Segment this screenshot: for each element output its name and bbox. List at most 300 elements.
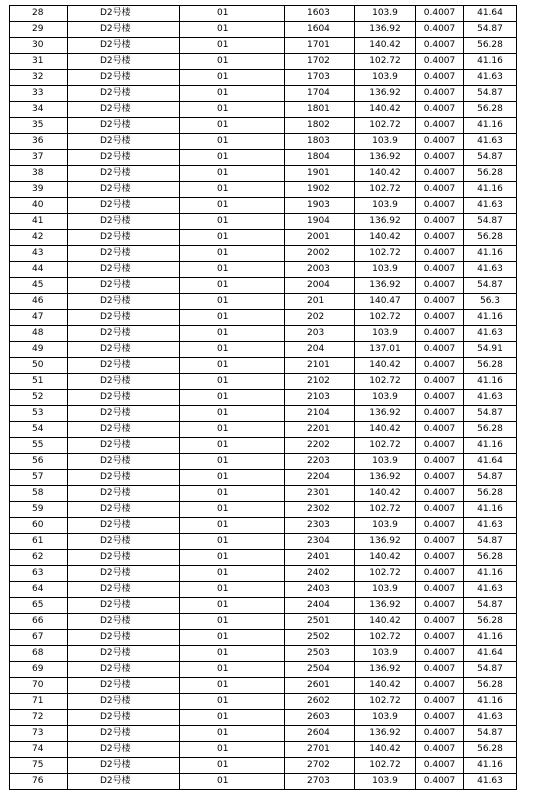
table-row	[10, 198, 517, 214]
share-area-cell: 56.28	[464, 550, 517, 566]
building-cell: D2号楼	[68, 310, 180, 326]
room-number-cell: 2004	[285, 278, 355, 294]
area-cell: 102.72	[355, 182, 416, 198]
area-cell: 137.01	[355, 342, 416, 358]
unit-cell: 01	[180, 374, 285, 390]
table-row	[10, 118, 517, 134]
share-area-cell: 41.16	[464, 694, 517, 710]
building-cell: D2号楼	[68, 470, 180, 486]
unit-cell: 01	[180, 710, 285, 726]
room-number-cell: 2603	[285, 710, 355, 726]
row-index-cell: 63	[10, 566, 68, 582]
row-index-cell: 28	[10, 6, 68, 22]
building-cell: D2号楼	[68, 182, 180, 198]
ratio-cell: 0.4007	[416, 646, 464, 662]
unit-cell: 01	[180, 70, 285, 86]
share-area-cell: 54.87	[464, 22, 517, 38]
ratio-cell: 0.4007	[416, 550, 464, 566]
area-cell: 140.42	[355, 486, 416, 502]
table-row	[10, 454, 517, 470]
unit-cell: 01	[180, 134, 285, 150]
share-area-cell: 41.63	[464, 774, 517, 790]
room-number-cell: 2502	[285, 630, 355, 646]
building-cell: D2号楼	[68, 6, 180, 22]
unit-cell: 01	[180, 614, 285, 630]
share-area-cell: 54.87	[464, 726, 517, 742]
ratio-cell: 0.4007	[416, 70, 464, 86]
ratio-cell: 0.4007	[416, 438, 464, 454]
room-number-cell: 201	[285, 294, 355, 310]
ratio-cell: 0.4007	[416, 406, 464, 422]
table-row	[10, 134, 517, 150]
row-index-cell: 59	[10, 502, 68, 518]
area-cell: 103.9	[355, 774, 416, 790]
building-cell: D2号楼	[68, 246, 180, 262]
room-number-cell: 2103	[285, 390, 355, 406]
unit-cell: 01	[180, 214, 285, 230]
share-area-cell: 41.16	[464, 182, 517, 198]
unit-cell: 01	[180, 358, 285, 374]
area-cell: 102.72	[355, 246, 416, 262]
table-row	[10, 486, 517, 502]
table-row	[10, 214, 517, 230]
row-index-cell: 38	[10, 166, 68, 182]
building-cell: D2号楼	[68, 86, 180, 102]
room-number-cell: 2604	[285, 726, 355, 742]
table-row	[10, 358, 517, 374]
share-area-cell: 41.63	[464, 134, 517, 150]
table-row	[10, 710, 517, 726]
unit-cell: 01	[180, 102, 285, 118]
unit-cell: 01	[180, 758, 285, 774]
building-cell: D2号楼	[68, 486, 180, 502]
unit-cell: 01	[180, 470, 285, 486]
room-number-cell: 2204	[285, 470, 355, 486]
row-index-cell: 50	[10, 358, 68, 374]
share-area-cell: 41.16	[464, 118, 517, 134]
unit-cell: 01	[180, 742, 285, 758]
row-index-cell: 32	[10, 70, 68, 86]
row-index-cell: 54	[10, 422, 68, 438]
row-index-cell: 42	[10, 230, 68, 246]
building-cell: D2号楼	[68, 710, 180, 726]
ratio-cell: 0.4007	[416, 518, 464, 534]
row-index-cell: 62	[10, 550, 68, 566]
room-number-cell: 1803	[285, 134, 355, 150]
building-cell: D2号楼	[68, 774, 180, 790]
unit-cell: 01	[180, 678, 285, 694]
building-cell: D2号楼	[68, 390, 180, 406]
ratio-cell: 0.4007	[416, 278, 464, 294]
table-row	[10, 22, 517, 38]
row-index-cell: 57	[10, 470, 68, 486]
area-cell: 140.42	[355, 550, 416, 566]
room-number-cell: 204	[285, 342, 355, 358]
ratio-cell: 0.4007	[416, 102, 464, 118]
share-area-cell: 54.87	[464, 598, 517, 614]
row-index-cell: 61	[10, 534, 68, 550]
ratio-cell: 0.4007	[416, 486, 464, 502]
table-row	[10, 406, 517, 422]
room-number-cell: 2203	[285, 454, 355, 470]
ratio-cell: 0.4007	[416, 422, 464, 438]
room-number-cell: 2601	[285, 678, 355, 694]
unit-cell: 01	[180, 774, 285, 790]
table-row	[10, 726, 517, 742]
ratio-cell: 0.4007	[416, 710, 464, 726]
table-row	[10, 374, 517, 390]
unit-cell: 01	[180, 534, 285, 550]
building-cell: D2号楼	[68, 198, 180, 214]
row-index-cell: 68	[10, 646, 68, 662]
unit-cell: 01	[180, 454, 285, 470]
building-cell: D2号楼	[68, 134, 180, 150]
share-area-cell: 56.28	[464, 422, 517, 438]
unit-cell: 01	[180, 502, 285, 518]
unit-cell: 01	[180, 406, 285, 422]
share-area-cell: 41.63	[464, 70, 517, 86]
ratio-cell: 0.4007	[416, 454, 464, 470]
unit-cell: 01	[180, 22, 285, 38]
row-index-cell: 46	[10, 294, 68, 310]
row-index-cell: 35	[10, 118, 68, 134]
area-cell: 136.92	[355, 406, 416, 422]
unit-cell: 01	[180, 262, 285, 278]
table-row	[10, 310, 517, 326]
building-cell: D2号楼	[68, 358, 180, 374]
table-row	[10, 550, 517, 566]
area-cell: 136.92	[355, 726, 416, 742]
area-cell: 103.9	[355, 710, 416, 726]
table-row	[10, 6, 517, 22]
ratio-cell: 0.4007	[416, 230, 464, 246]
ratio-cell: 0.4007	[416, 390, 464, 406]
share-area-cell: 41.63	[464, 262, 517, 278]
room-number-cell: 1802	[285, 118, 355, 134]
room-number-cell: 2303	[285, 518, 355, 534]
ratio-cell: 0.4007	[416, 582, 464, 598]
room-number-cell: 2703	[285, 774, 355, 790]
unit-cell: 01	[180, 566, 285, 582]
table-row	[10, 614, 517, 630]
table-row	[10, 278, 517, 294]
row-index-cell: 51	[10, 374, 68, 390]
building-cell: D2号楼	[68, 678, 180, 694]
unit-cell: 01	[180, 630, 285, 646]
unit-cell: 01	[180, 694, 285, 710]
row-index-cell: 64	[10, 582, 68, 598]
unit-cell: 01	[180, 662, 285, 678]
building-cell: D2号楼	[68, 70, 180, 86]
building-cell: D2号楼	[68, 38, 180, 54]
row-index-cell: 37	[10, 150, 68, 166]
ratio-cell: 0.4007	[416, 742, 464, 758]
ratio-cell: 0.4007	[416, 726, 464, 742]
ratio-cell: 0.4007	[416, 758, 464, 774]
ratio-cell: 0.4007	[416, 150, 464, 166]
table-body	[10, 6, 517, 790]
ratio-cell: 0.4007	[416, 310, 464, 326]
share-area-cell: 41.16	[464, 310, 517, 326]
area-cell: 102.72	[355, 54, 416, 70]
ratio-cell: 0.4007	[416, 534, 464, 550]
share-area-cell: 41.16	[464, 630, 517, 646]
area-cell: 103.9	[355, 454, 416, 470]
share-area-cell: 41.63	[464, 390, 517, 406]
ratio-cell: 0.4007	[416, 134, 464, 150]
table-row	[10, 262, 517, 278]
room-number-cell: 1703	[285, 70, 355, 86]
area-cell: 136.92	[355, 534, 416, 550]
area-cell: 136.92	[355, 278, 416, 294]
room-number-cell: 2402	[285, 566, 355, 582]
row-index-cell: 41	[10, 214, 68, 230]
row-index-cell: 29	[10, 22, 68, 38]
share-area-cell: 54.87	[464, 470, 517, 486]
room-number-cell: 1903	[285, 198, 355, 214]
ratio-cell: 0.4007	[416, 678, 464, 694]
building-cell: D2号楼	[68, 118, 180, 134]
unit-cell: 01	[180, 166, 285, 182]
table-row	[10, 646, 517, 662]
table-row	[10, 630, 517, 646]
area-cell: 102.72	[355, 374, 416, 390]
room-number-cell: 2401	[285, 550, 355, 566]
share-area-cell: 41.63	[464, 326, 517, 342]
room-number-cell: 2504	[285, 662, 355, 678]
row-index-cell: 66	[10, 614, 68, 630]
ratio-cell: 0.4007	[416, 774, 464, 790]
row-index-cell: 69	[10, 662, 68, 678]
building-cell: D2号楼	[68, 326, 180, 342]
ratio-cell: 0.4007	[416, 614, 464, 630]
share-area-cell: 56.28	[464, 742, 517, 758]
building-cell: D2号楼	[68, 662, 180, 678]
row-index-cell: 56	[10, 454, 68, 470]
ratio-cell: 0.4007	[416, 598, 464, 614]
ratio-cell: 0.4007	[416, 630, 464, 646]
area-cell: 136.92	[355, 470, 416, 486]
unit-cell: 01	[180, 150, 285, 166]
area-cell: 140.42	[355, 358, 416, 374]
share-area-cell: 41.16	[464, 438, 517, 454]
unit-cell: 01	[180, 486, 285, 502]
room-number-cell: 2102	[285, 374, 355, 390]
ratio-cell: 0.4007	[416, 166, 464, 182]
ratio-cell: 0.4007	[416, 358, 464, 374]
table-row	[10, 518, 517, 534]
building-cell: D2号楼	[68, 646, 180, 662]
area-cell: 102.72	[355, 310, 416, 326]
building-cell: D2号楼	[68, 214, 180, 230]
table-row	[10, 70, 517, 86]
table-row	[10, 662, 517, 678]
unit-cell: 01	[180, 182, 285, 198]
area-cell: 140.42	[355, 422, 416, 438]
area-cell: 140.42	[355, 678, 416, 694]
building-cell: D2号楼	[68, 262, 180, 278]
area-cell: 136.92	[355, 214, 416, 230]
unit-cell: 01	[180, 550, 285, 566]
building-cell: D2号楼	[68, 726, 180, 742]
unit-cell: 01	[180, 246, 285, 262]
area-cell: 102.72	[355, 566, 416, 582]
area-cell: 136.92	[355, 598, 416, 614]
table-row	[10, 230, 517, 246]
room-number-cell: 2702	[285, 758, 355, 774]
area-cell: 102.72	[355, 694, 416, 710]
ratio-cell: 0.4007	[416, 6, 464, 22]
ratio-cell: 0.4007	[416, 54, 464, 70]
building-cell: D2号楼	[68, 22, 180, 38]
ratio-cell: 0.4007	[416, 86, 464, 102]
table-row	[10, 742, 517, 758]
building-cell: D2号楼	[68, 758, 180, 774]
row-index-cell: 58	[10, 486, 68, 502]
row-index-cell: 70	[10, 678, 68, 694]
table-row	[10, 294, 517, 310]
row-index-cell: 30	[10, 38, 68, 54]
share-area-cell: 41.16	[464, 502, 517, 518]
room-number-cell: 2403	[285, 582, 355, 598]
ratio-cell: 0.4007	[416, 502, 464, 518]
area-cell: 136.92	[355, 86, 416, 102]
building-cell: D2号楼	[68, 102, 180, 118]
ratio-cell: 0.4007	[416, 38, 464, 54]
unit-table	[9, 5, 517, 790]
row-index-cell: 44	[10, 262, 68, 278]
row-index-cell: 71	[10, 694, 68, 710]
row-index-cell: 36	[10, 134, 68, 150]
row-index-cell: 53	[10, 406, 68, 422]
table-row	[10, 502, 517, 518]
unit-cell: 01	[180, 598, 285, 614]
row-index-cell: 76	[10, 774, 68, 790]
ratio-cell: 0.4007	[416, 262, 464, 278]
share-area-cell: 54.91	[464, 342, 517, 358]
area-cell: 103.9	[355, 582, 416, 598]
row-index-cell: 39	[10, 182, 68, 198]
row-index-cell: 49	[10, 342, 68, 358]
building-cell: D2号楼	[68, 550, 180, 566]
room-number-cell: 203	[285, 326, 355, 342]
unit-cell: 01	[180, 86, 285, 102]
area-cell: 102.72	[355, 118, 416, 134]
share-area-cell: 54.87	[464, 86, 517, 102]
area-cell: 102.72	[355, 438, 416, 454]
room-number-cell: 1701	[285, 38, 355, 54]
share-area-cell: 56.3	[464, 294, 517, 310]
building-cell: D2号楼	[68, 502, 180, 518]
area-cell: 140.42	[355, 166, 416, 182]
room-number-cell: 1901	[285, 166, 355, 182]
row-index-cell: 65	[10, 598, 68, 614]
share-area-cell: 41.63	[464, 710, 517, 726]
share-area-cell: 41.16	[464, 54, 517, 70]
table-row	[10, 38, 517, 54]
share-area-cell: 54.87	[464, 214, 517, 230]
table-row	[10, 470, 517, 486]
area-cell: 136.92	[355, 662, 416, 678]
ratio-cell: 0.4007	[416, 22, 464, 38]
share-area-cell: 54.87	[464, 534, 517, 550]
share-area-cell: 41.16	[464, 246, 517, 262]
area-cell: 140.42	[355, 614, 416, 630]
unit-cell: 01	[180, 118, 285, 134]
building-cell: D2号楼	[68, 534, 180, 550]
room-number-cell: 1603	[285, 6, 355, 22]
row-index-cell: 47	[10, 310, 68, 326]
building-cell: D2号楼	[68, 422, 180, 438]
table-row	[10, 678, 517, 694]
area-cell: 103.9	[355, 518, 416, 534]
row-index-cell: 72	[10, 710, 68, 726]
share-area-cell: 56.28	[464, 486, 517, 502]
unit-cell: 01	[180, 582, 285, 598]
unit-cell: 01	[180, 38, 285, 54]
table-row	[10, 54, 517, 70]
building-cell: D2号楼	[68, 566, 180, 582]
row-index-cell: 31	[10, 54, 68, 70]
building-cell: D2号楼	[68, 342, 180, 358]
share-area-cell: 56.28	[464, 38, 517, 54]
area-cell: 103.9	[355, 70, 416, 86]
area-cell: 103.9	[355, 198, 416, 214]
ratio-cell: 0.4007	[416, 342, 464, 358]
area-cell: 140.47	[355, 294, 416, 310]
area-cell: 103.9	[355, 390, 416, 406]
room-number-cell: 2001	[285, 230, 355, 246]
unit-cell: 01	[180, 278, 285, 294]
row-index-cell: 48	[10, 326, 68, 342]
area-cell: 103.9	[355, 646, 416, 662]
table-row	[10, 166, 517, 182]
table-row	[10, 774, 517, 790]
room-number-cell: 1702	[285, 54, 355, 70]
table-row	[10, 694, 517, 710]
share-area-cell: 41.16	[464, 758, 517, 774]
row-index-cell: 74	[10, 742, 68, 758]
share-area-cell: 54.87	[464, 150, 517, 166]
row-index-cell: 60	[10, 518, 68, 534]
ratio-cell: 0.4007	[416, 566, 464, 582]
room-number-cell: 2404	[285, 598, 355, 614]
table-row	[10, 150, 517, 166]
room-number-cell: 1801	[285, 102, 355, 118]
share-area-cell: 54.87	[464, 406, 517, 422]
building-cell: D2号楼	[68, 294, 180, 310]
ratio-cell: 0.4007	[416, 214, 464, 230]
table-row	[10, 438, 517, 454]
area-cell: 140.42	[355, 230, 416, 246]
building-cell: D2号楼	[68, 582, 180, 598]
share-area-cell: 41.63	[464, 518, 517, 534]
table-row	[10, 422, 517, 438]
share-area-cell: 54.87	[464, 278, 517, 294]
room-number-cell: 1604	[285, 22, 355, 38]
row-index-cell: 73	[10, 726, 68, 742]
area-cell: 103.9	[355, 262, 416, 278]
table-row	[10, 102, 517, 118]
share-area-cell: 41.16	[464, 374, 517, 390]
unit-cell: 01	[180, 518, 285, 534]
building-cell: D2号楼	[68, 518, 180, 534]
unit-cell: 01	[180, 198, 285, 214]
unit-cell: 01	[180, 726, 285, 742]
ratio-cell: 0.4007	[416, 694, 464, 710]
room-number-cell: 2201	[285, 422, 355, 438]
room-number-cell: 2003	[285, 262, 355, 278]
